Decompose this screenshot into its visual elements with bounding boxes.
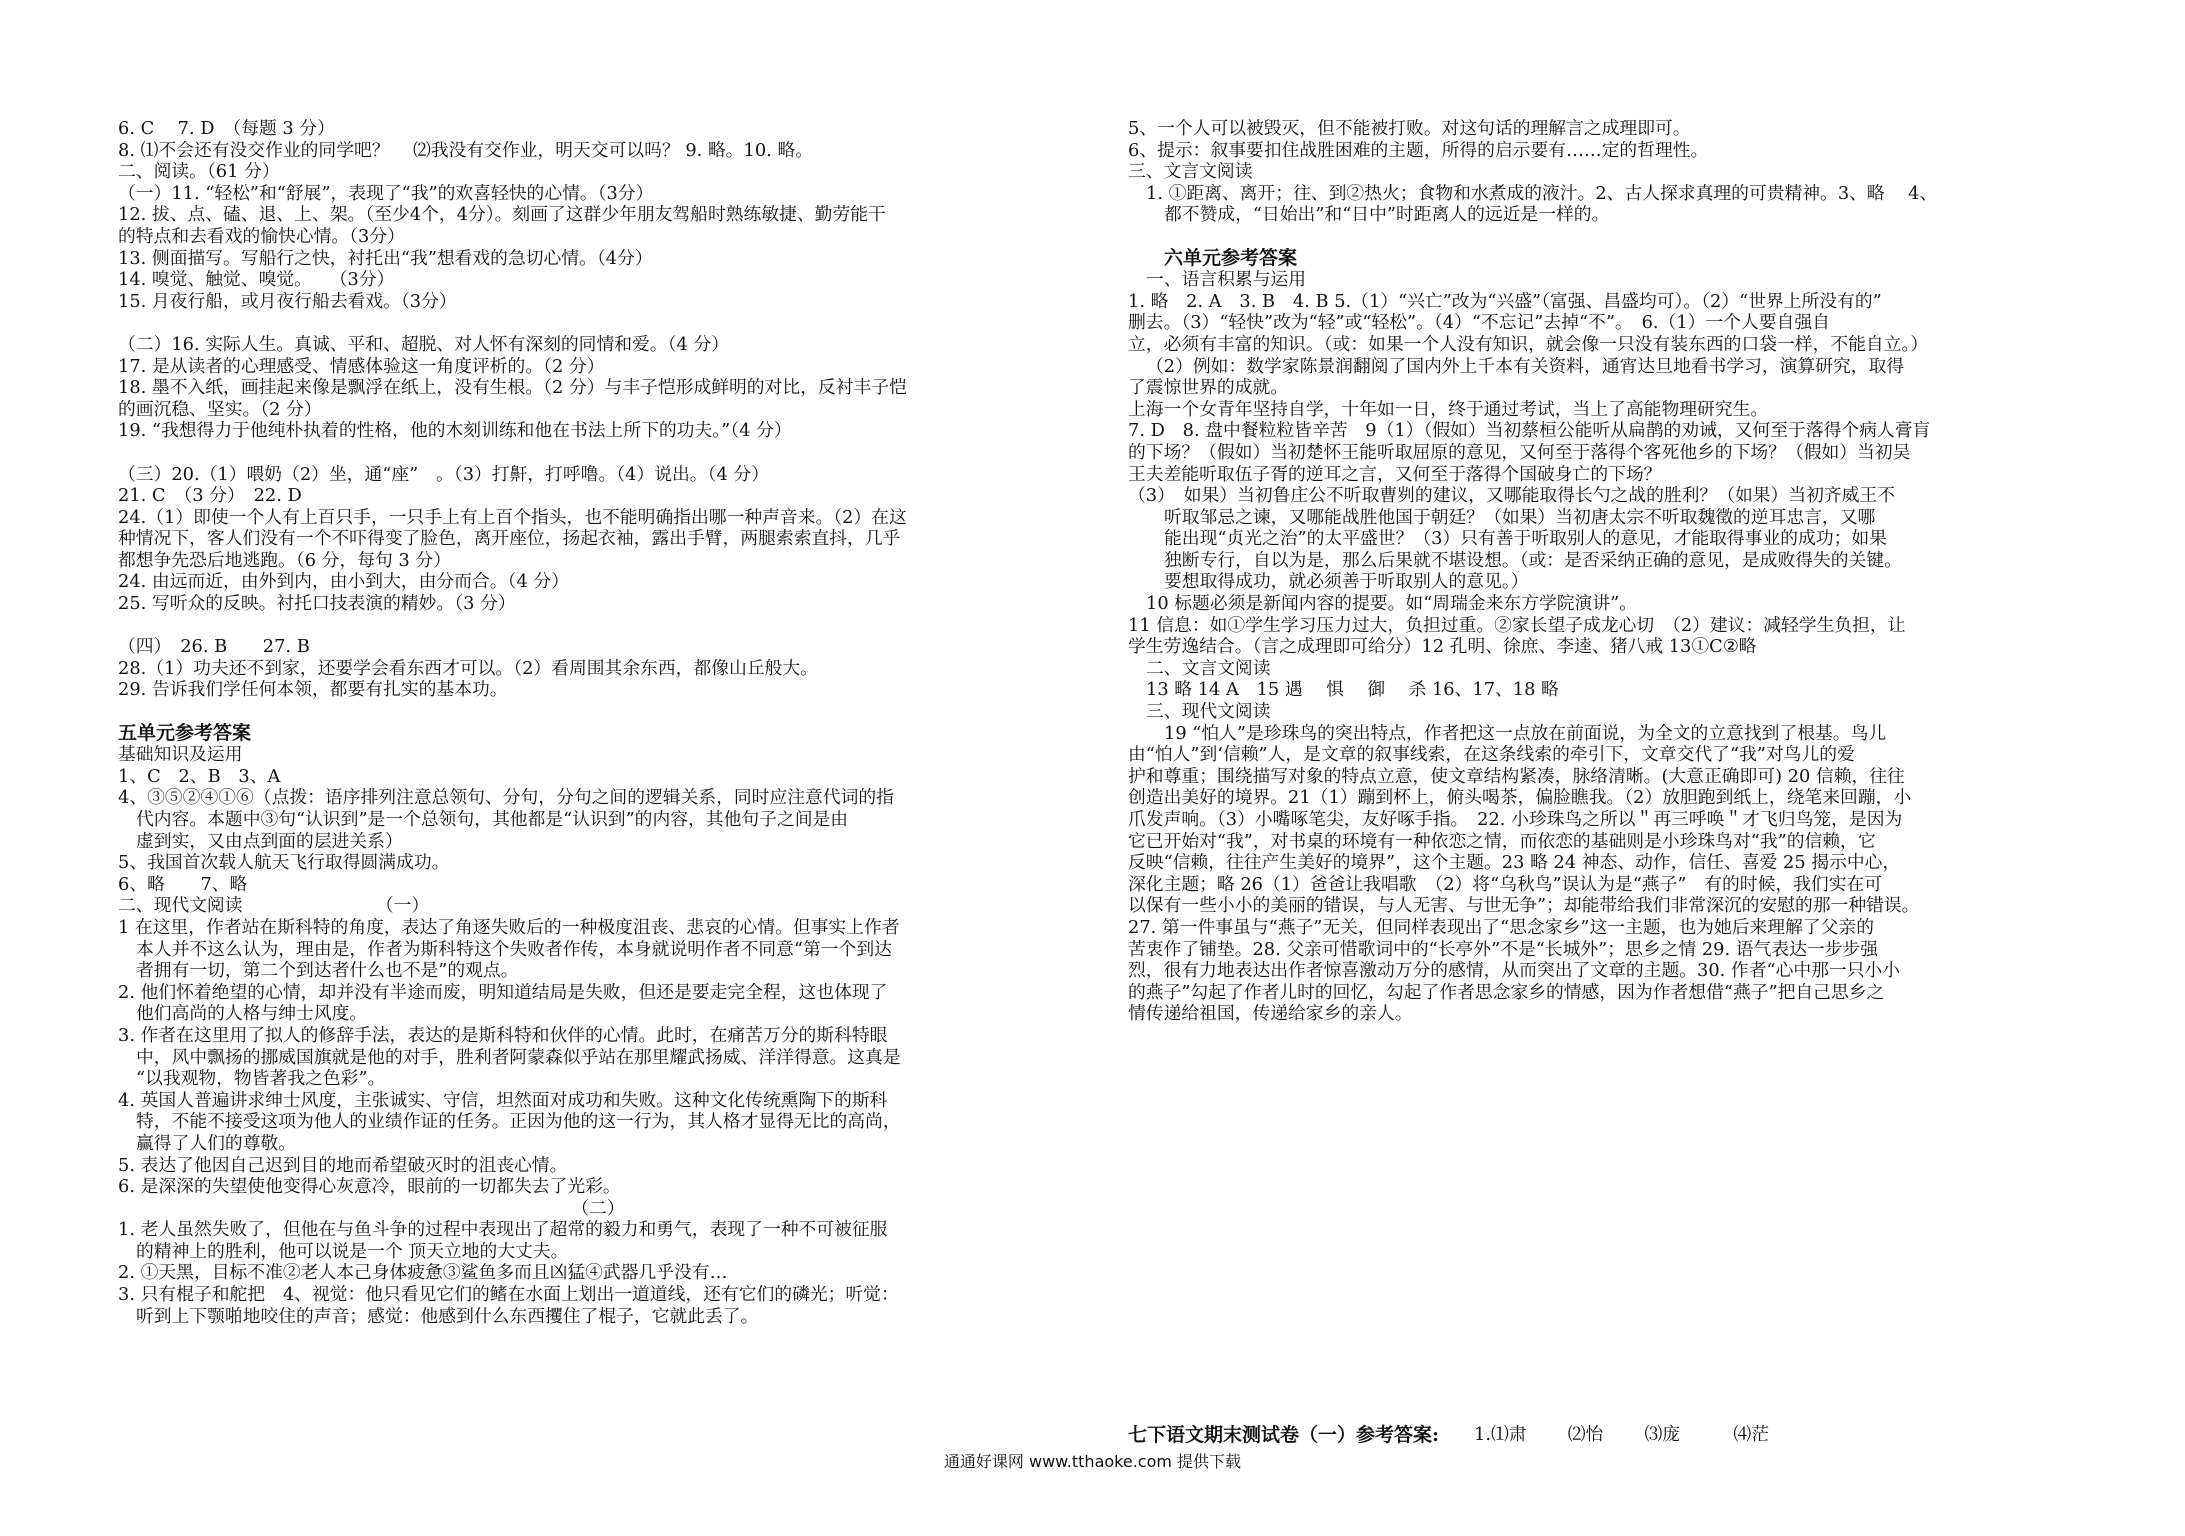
answer-line: 6. C 7. D （每题 3 分） bbox=[118, 118, 335, 139]
answer-line: 基础知识及运用 bbox=[118, 744, 243, 766]
answer-line: 本人并不这么认为，理由是，作者为斯科特这个失败者作传，本身就说明作者不同意“第一个到达 bbox=[136, 938, 892, 960]
answer-line: 反映“信赖，往往产生美好的境界”，这个主题。23 略 24 神态、动作，信任、喜爱 25 揭示中心， bbox=[1128, 852, 1901, 874]
answer-line: 的下场？（假如）当初楚怀王能听取屈原的意见，又何至于落得个客死他乡的下场？（假如）当初吴 bbox=[1128, 441, 1911, 463]
answer-line: 能出现“贞光之治”的太平盛世？（3）只有善于听取别人的意见，才能取得事业的成功；如果 bbox=[1164, 528, 1887, 550]
answer-line: 3. 只有棍子和舵把 4、视觉：他只看见它们的鳍在水面上划出一道道线，还有它们的磷光；听觉： bbox=[118, 1284, 899, 1306]
answer-line: 19 “怕人”是珍珠鸟的突出特点，作者把这一点放在前面说，为全文的立意找到了根基。鸟儿 bbox=[1164, 722, 1887, 744]
answer-line: （二）16. 实际人生。真诚、平和、超脱、对人怀有深刻的同情和爱。（4 分） bbox=[118, 333, 730, 355]
answer-line: 独断专行，自以为是，那么后果就不堪设想。（或：是否采纳正确的意见，是成败得失的关键。 bbox=[1164, 549, 1902, 571]
answer-line: 听到上下颚啪地咬住的声音；感觉：他感到什么东西攫住了棍子，它就此丢了。 bbox=[136, 1305, 759, 1327]
answer-line: 听取邹忌之谏，又哪能战胜他国于朝廷？（如果）当初唐太宗不听取魏徵的逆耳忠言，又哪 bbox=[1164, 506, 1876, 528]
answer-line: 5. 表达了他因自己迟到目的地而希望破灭时的沮丧心情。 bbox=[118, 1154, 568, 1176]
answer-line: 6. 是深深的失望使他变得心灰意冷，眼前的一切都失去了光彩。 bbox=[118, 1176, 621, 1198]
left-column bbox=[118, 118, 1078, 1327]
answer-line: 删去。（3）“轻快”改为“轻”或“轻松”。（4）“不忘记”去掉“不”。 6.（1）一个人要自强自 bbox=[1128, 312, 1830, 334]
answer-line: 的精神上的胜利，他可以说是一个 顶天立地的大丈夫。 bbox=[136, 1240, 569, 1262]
answer-line: 虚到实，又由点到面的层进关系） bbox=[136, 830, 403, 852]
answer-line: 6、略 7、略 bbox=[118, 873, 248, 895]
answer-line: 学生劳逸结合。（言之成理即可给分）12 孔明、徐庶、李逵、猪八戒 13①C②略 bbox=[1128, 636, 1757, 658]
answer-line: （3） 如果）当初鲁庄公不听取曹刿的建议，又哪能取得长勺之战的胜利？（如果）当初齐威王不 bbox=[1128, 485, 1896, 507]
answer-line: （三）20.（1）喂奶（2）坐，通“座” 。（3）打鼾，打呼噜。（4）说出。（4 分） bbox=[118, 463, 769, 485]
answer-line: 7. D 8. 盘中餐粒粒皆辛苦 9（1）（假如）当初蔡桓公能听从扁鹊的劝诫，又何至于落得个病人膏肓 bbox=[1128, 420, 1931, 442]
answer-line: 王夫差能听取伍子胥的逆耳之言，又何至于落得个国破身亡的下场？ bbox=[1128, 463, 1662, 485]
answer-line: 二、文言文阅读 bbox=[1146, 657, 1271, 679]
answer-line: （四） 26. B 27. B bbox=[118, 636, 310, 658]
answer-line: （二） bbox=[571, 1197, 625, 1219]
answer-line: 特，不能不接受这项为他人的业绩作证的任务。正因为他的这一行为，其人格才显得无比的高尚， bbox=[136, 1111, 901, 1133]
answer-line: 了震惊世界的成就。 bbox=[1128, 377, 1289, 399]
answer-line: 11 信息：如①学生学习压力过大，负担过重。②家长望子成龙心切 （2）建议：减轻学生负担，让 bbox=[1128, 614, 1906, 636]
section-heading: 五单元参考答案 bbox=[118, 722, 252, 744]
spacer bbox=[1128, 226, 2088, 248]
answer-line: 5、我国首次载人航天飞行取得圆满成功。 bbox=[118, 852, 450, 874]
answer-line: 3. 作者在这里用了拟人的修辞手法，表达的是斯科特和伙伴的心情。此时，在痛苦万分的斯科特眼 bbox=[118, 1024, 888, 1046]
answer-line: 1、C 2、B 3、A bbox=[118, 765, 281, 787]
answer-line: 都不赞成，“日始出”和“日中”时距离人的远近是一样的。 bbox=[1164, 204, 1610, 226]
answer-line: 13. 侧面描写。写船行之快，衬托出“我”想看戏的急切心情。（4分） bbox=[118, 247, 653, 269]
answer-line: 由“怕人”到‘信赖”人，是文章的叙事线索，在这条线索的牵引下，文章交代了“我”对鸟儿的爱 bbox=[1128, 744, 1855, 766]
answer-line: 上海一个女青年坚持自学，十年如一日，终于通过考试，当上了高能物理研究生。 bbox=[1128, 398, 1769, 420]
answer-line: 他们高尚的人格与绅士风度。 bbox=[136, 1003, 368, 1025]
final-test-title: 七下语文期末测试卷（一）参考答案: bbox=[1128, 1424, 1440, 1446]
answer-line: 苦衷作了铺垫。28. 父亲可惜歌词中的“长亭外”不是“长城外”；思乡之情 29. 语气表达一步步强 bbox=[1128, 938, 1878, 960]
answer-line: 护和尊重；围绕描写对象的特点立意，使文章结构紧凑，脉络清晰。(大意正确即可) 20 信赖，往往 bbox=[1128, 765, 1905, 787]
answer-line: 要想取得成功，就必须善于听取别人的意见。） bbox=[1164, 571, 1529, 593]
answer-line: 代内容。本题中③句“认识到”是一个总领句，其他都是“认识到”的内容，其他句子之间是由 bbox=[136, 809, 849, 830]
answer-line: 2. ①天黑，目标不准②老人本己身体疲惫③鲨鱼多而且凶猛④武器几乎没有… bbox=[118, 1262, 728, 1284]
answer-line: 24.（1）即使一个人有上百只手，一只手上有上百个指头，也不能明确指出哪一种声音来。（2）在这 bbox=[118, 506, 907, 528]
answer-line: 6、提示：叙事要扣住战胜困难的主题，所得的启示要有……定的哲理性。 bbox=[1128, 139, 1709, 161]
answer-line: 创造出美好的境界。21（1）蹦到杯上，俯头喝茶，偏脸瞧我。（2）放胆跑到纸上，绕笔来回蹦，小 bbox=[1128, 787, 1912, 809]
answer-line: 15. 月夜行船，或月夜行船去看戏。（3分） bbox=[118, 290, 457, 312]
answer-line: 三、现代文阅读 bbox=[1146, 701, 1271, 723]
answer-line: 19. “我想得力于他纯朴执着的性格，他的木刻训练和他在书法上所下的功夫。”（4 分） bbox=[118, 420, 792, 442]
answer-line: 立，必须有丰富的知识。（或：如果一个人没有知识，就会像一只没有装东西的口袋一样，不能自立。） bbox=[1128, 333, 1929, 355]
answer-line: 的画沉稳、坚实。（2 分） bbox=[118, 398, 322, 420]
section-heading: 六单元参考答案 bbox=[1164, 247, 1298, 269]
spacer bbox=[118, 442, 1078, 464]
answer-line: 1. 略 2. A 3. B 4. B 5.（1）“兴亡”改为“兴盛”（富强、昌盛均可）。（2）“世界上所没有的” bbox=[1128, 290, 1882, 312]
page-footer: 通通好课网 www.tthaoke.com 提供下载 bbox=[943, 1452, 1242, 1471]
answer-line: 4、③⑤②④①⑥（点拨：语序排列注意总领句、分句，分句之间的逻辑关系，同时应注意代词的指 bbox=[118, 787, 894, 809]
spacer bbox=[118, 701, 1078, 723]
answer-line: 它已开始对“我”，对书桌的环境有一种依恋之情，而依恋的基础则是小珍珠鸟对“我”的信赖，它 bbox=[1128, 830, 1876, 852]
answer-line: 都想争先恐后地逃跑。（6 分，每句 3 分） bbox=[118, 549, 451, 571]
answer-line: 4. 英国人普遍讲求绅士风度，主张诚实、守信，坦然面对成功和失败。这种文化传统熏陶下的斯科 bbox=[118, 1089, 888, 1111]
answer-line: 25. 写听众的反映。衬托口技表演的精妙。（3 分） bbox=[118, 593, 516, 615]
final-test-answers: 1.⑴肃 ⑵怡 ⑶庞 ⑷茫 bbox=[1474, 1424, 1769, 1445]
answer-line: 5、一个人可以被毁灭，但不能被打败。对这句话的理解言之成理即可。 bbox=[1128, 118, 1691, 139]
spacer bbox=[118, 615, 1078, 637]
answer-line: 三、文言文阅读 bbox=[1128, 161, 1253, 183]
answer-line: 的燕子”勾起了作者儿时的回忆，勾起了作者思念家乡的情感，因为作者想借“燕子”把自己思乡之 bbox=[1128, 981, 1885, 1003]
answer-line: 者拥有一切，第二个到达者什么也不是”的观点。 bbox=[136, 960, 519, 982]
answer-line: 深化主题；略 26（1）爸爸让我唱歌 （2）将“乌秋鸟”误认为是“燕子” 有的时候，我们实在可 bbox=[1128, 873, 1883, 895]
right-column bbox=[1128, 118, 2088, 1025]
answer-line: 21. C （3 分） 22. D bbox=[118, 485, 302, 507]
answer-line: 27. 第一件事虽与“燕子”无关，但同样表现出了“思念家乡”这一主题，也为她后来理解了父亲的 bbox=[1128, 916, 1874, 938]
answer-line: 中，风中飘扬的挪威国旗就是他的对手，胜利者阿蒙森似乎站在那里耀武扬威、洋洋得意。这真是 bbox=[136, 1046, 901, 1068]
answer-line: 1. ①距离、离开；往、到②热火；食物和水煮成的液汁。2、古人探求真理的可贵精神。3、略 4、 bbox=[1146, 182, 1938, 204]
answer-line: 18. 墨不入纸，画挂起来像是飘浮在纸上，没有生根。（2 分）与丰子恺形成鲜明的对比，反衬丰子恺 bbox=[118, 377, 907, 399]
answer-line: 1. 老人虽然失败了，但他在与鱼斗争的过程中表现出了超常的毅力和勇气，表现了一种不可被征服 bbox=[118, 1219, 888, 1241]
answer-line: 赢得了人们的尊敬。 bbox=[136, 1132, 297, 1154]
answer-line: 17. 是从读者的心理感受、情感体验这一角度评析的。（2 分） bbox=[118, 355, 605, 377]
answer-line: 爪发声响。（3）小嘴啄笔尖，友好啄手指。 22. 小珍珠鸟之所以＂再三呼唤＂才飞归鸟笼，是因为 bbox=[1128, 809, 1903, 830]
answer-line: 8. ⑴不会还有没交作业的同学吧？ ⑵我没有交作业，明天交可以吗？ 9. 略。10. 略。 bbox=[118, 139, 814, 161]
answer-line: 一、语言积累与运用 bbox=[1146, 269, 1307, 291]
answer-line: 二、阅读。（61 分） bbox=[118, 161, 280, 183]
answer-line: 10 标题必须是新闻内容的提要。如“周瑞金来东方学院演讲”。 bbox=[1146, 593, 1637, 615]
answer-line: 种情况下，客人们没有一个不吓得变了脸色，离开座位，扬起衣袖，露出手臂，两腿索索直抖，几乎 bbox=[118, 528, 901, 550]
answer-line: 情传递给祖国，传递给家乡的亲人。 bbox=[1128, 1003, 1413, 1025]
answer-line: 24. 由远而近，由外到内，由小到大，由分而合。（4 分） bbox=[118, 571, 569, 593]
answer-line: 的特点和去看戏的愉快心情。（3分） bbox=[118, 225, 405, 247]
answer-line: （2）例如：数学家陈景润翻阅了国内外上千本有关资料，通宵达旦地看书学习，演算研究，取得 bbox=[1146, 355, 1905, 377]
answer-line: 1 在这里，作者站在斯科特的角度，表达了角逐失败后的一种极度沮丧、悲哀的心情。但事实上作者 bbox=[118, 916, 900, 938]
answer-line: 12. 拔、点、磕、退、上、架。（至少4个，4分）。刻画了这群少年朋友驾船时熟练敏捷、勤劳能干 bbox=[118, 204, 886, 226]
answer-line: 以保有一些小小的美丽的错误，与人无害、与世无争”；却能带给我们非常深沉的安慰的那一种错误。 bbox=[1128, 895, 1920, 917]
answer-line: 13 略 14 A 15 遇 惧 御 杀 16、17、18 略 bbox=[1146, 679, 1559, 701]
answer-line: 烈，很有力地表达出作者惊喜激动万分的感情，从而突出了文章的主题。30. 作者“心中那一只小小 bbox=[1128, 960, 1901, 982]
answer-line: 二、现代文阅读 （一） bbox=[118, 895, 430, 917]
answer-line: 14. 嗅觉、触觉、嗅觉。 （3分） bbox=[118, 269, 395, 291]
answer-line: “以我观物，物皆著我之色彩”。 bbox=[136, 1068, 386, 1090]
spacer bbox=[118, 312, 1078, 334]
answer-line: 29. 告诉我们学任何本领，都要有扎实的基本功。 bbox=[118, 679, 508, 701]
answer-line: （一）11. “轻松”和“舒展”，表现了“我”的欢喜轻快的心情。（3分） bbox=[118, 182, 654, 204]
answer-line: 28.（1）功夫还不到家，还要学会看东西才可以。（2）看周围其余东西，都像山丘般大。 bbox=[118, 657, 818, 679]
answer-line: 2. 他们怀着绝望的心情，却并没有半途而废，明知道结局是失败，但还是要走完全程，这也体现了 bbox=[118, 981, 888, 1003]
